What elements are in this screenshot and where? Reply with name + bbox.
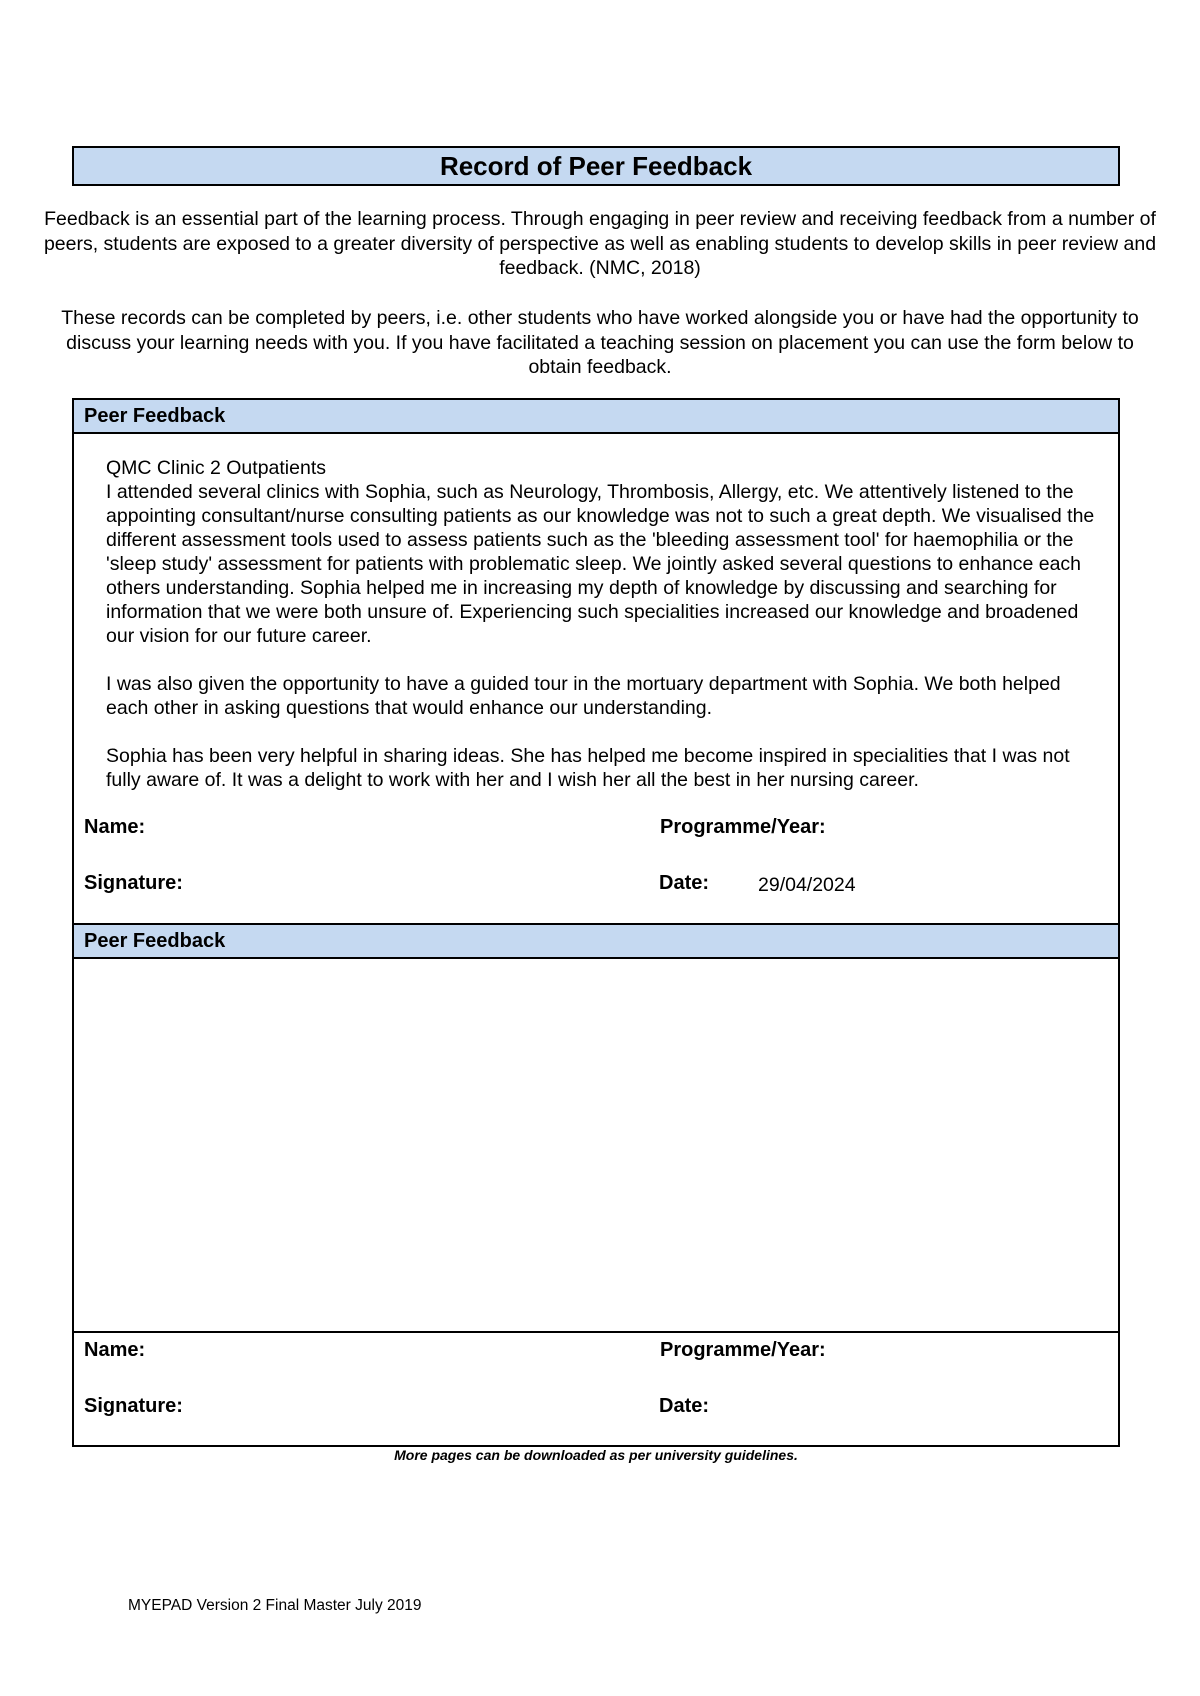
- section1-name-label: Name:: [84, 816, 146, 838]
- section1-header: Peer Feedback: [74, 400, 1118, 434]
- peer-feedback-form: [72, 398, 1120, 1447]
- section2-signature-label: Signature:: [84, 1395, 183, 1417]
- section2-programme-label: Programme/Year:: [660, 1339, 826, 1361]
- intro-paragraph-1: [40, 207, 1160, 281]
- section2-divider: [74, 1331, 1118, 1333]
- section1-programme-label: Programme/Year:: [660, 816, 826, 838]
- page-title: Record of Peer Feedback: [72, 146, 1120, 186]
- footer-note: More pages can be downloaded as per university guidelines.: [394, 1447, 798, 1463]
- intro-text-2: These records can be completed by peers, i.e. other students who have worked alongside you or have had the opportunity to discuss your learning needs with you. If you have facilitated a teaching session on placement you can use the form below to obtain feedback.: [61, 307, 1139, 378]
- section1-date-value[interactable]: 29/04/2024: [758, 874, 856, 896]
- intro-text-1: Feedback is an essential part of the learning process. Through engaging in peer review and receiving feedback from a number of peers, students are exposed to a greater diversity of perspective as well as enabling students to develop skills in peer review and feedback. (NMC, 2018): [43, 208, 1157, 279]
- section2-date-label: Date:: [659, 1395, 710, 1417]
- feedback-paragraph-3: Sophia has been very helpful in sharing ideas. She has helped me become inspired in specialities that I was not fully aware of. It was a delight to work with her and I wish her all the best in her nursing career.: [106, 745, 1070, 791]
- section1-feedback-text[interactable]: [106, 456, 1106, 816]
- section1-signature-label: Signature:: [84, 872, 183, 894]
- feedback-paragraph-1: I attended several clinics with Sophia, such as Neurology, Thrombosis, Allergy, etc. We attentively listened to the appointing consultant/nurse consulting patients as our knowledge was not to such a great depth. We visualised the different assessment tools used to assess patients such as the 'bleeding assessment tool' for haemophilia or the 'sleep study' assessment for patients with problematic sleep. We jointly asked several questions to enhance each others understanding. Sophia helped me in increasing my depth of knowledge by discussing and searching for information that we were both unsure of. Experiencing such specialities increased our knowledge and broadened our vision for our future career.: [106, 481, 1095, 647]
- intro-paragraph-2: [40, 306, 1160, 380]
- section2-name-label: Name:: [84, 1339, 146, 1361]
- section2-feedback-area[interactable]: [74, 959, 1118, 1331]
- feedback-location: QMC Clinic 2 Outpatients: [106, 457, 326, 479]
- section1-date-label: Date:: [659, 872, 710, 894]
- version-footer: MYEPAD Version 2 Final Master July 2019: [128, 1597, 422, 1614]
- section2-header: Peer Feedback: [74, 923, 1118, 959]
- feedback-paragraph-2: I was also given the opportunity to have a guided tour in the mortuary department with Sophia. We both helped each other in asking questions that would enhance our understanding.: [106, 673, 1061, 719]
